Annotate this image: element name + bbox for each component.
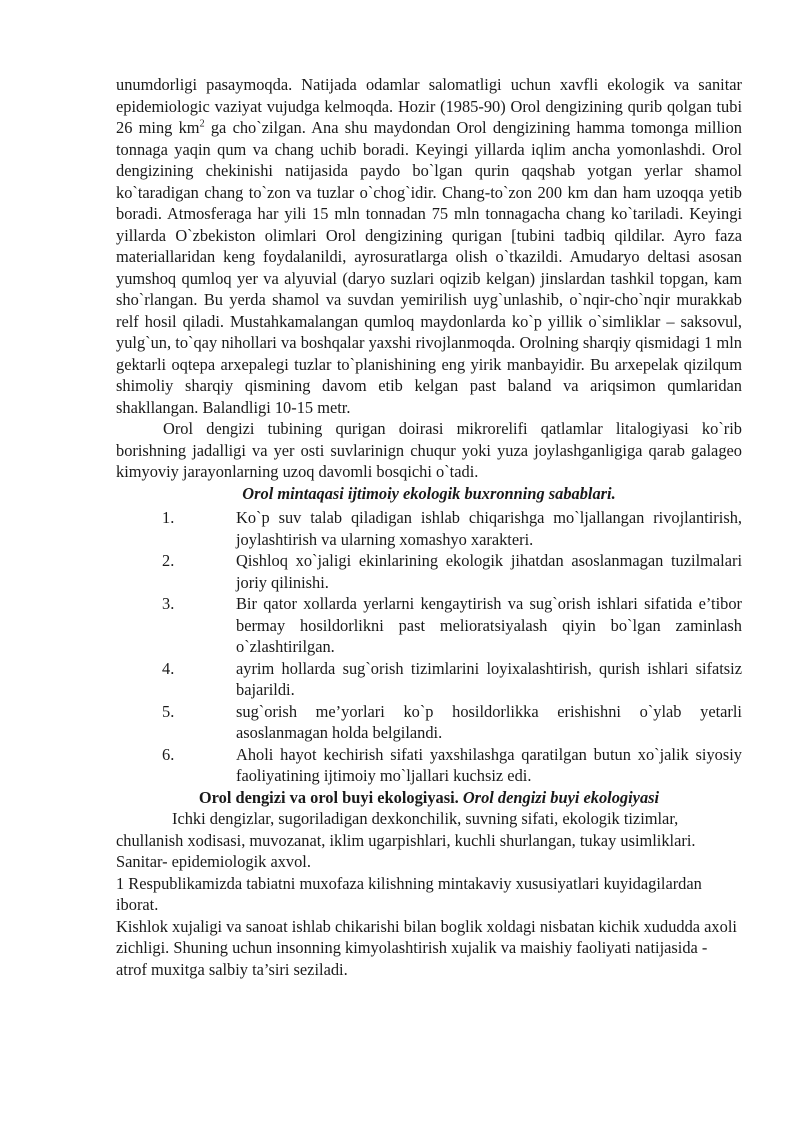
list-item-number: 6. [162,744,175,764]
causes-list [116,507,742,787]
list-item [116,593,742,658]
list-item [116,507,742,550]
paragraph-aral-dust [116,74,742,418]
paragraph-aral-dust-part2: ga cho`zilgan. Ana shu maydondan Orol dengizining hamma tomonga million tonnaga yaqin qum va chang uchib boradi. Keyingi yillarda iqlim ancha yomonlashdi. Orol dengizining chekinishi natijasida paydo bo`lgan qurin qaqshab yotgan yerlar shamol ko`taradigan chang to`zon va tuzlar o`chog`idir. Chang-to`zon 200 km dan ham uzoqqa yetib boradi. Atmosferaga har yili 15 mln tonnadan 75 mln tonnagacha chang ko`tariladi. Keyingi yillarda O`zbekiston olimlari Orol dengizining qurigan [tubini tadbiq qildilar. Ayro faza materiallaridan keng foydalanildi, ayrosuratlarga olish o`tkazildi. Amudaryo deltasi asosan yumshoq qumloq yer va alyuvial (daryo suzlari oqizib kelgan) jinslardan tashkil topgan, kam sho`rlangan. Bu yerda shamol va suvdan yemirilish uyg`unlashib, o`nqir-cho`nqir murakkab relf hosil qiladi. Mustahkamalangan qumloq maydonlarda ko`p yillik o`simliklar – saksovul, yulg`un, to`qay nihollari va boshqalar yaxshi rivojlanmoqda. Orolning sharqiy qismidagi 1 mln gektarli oqtepa arxepalegi tuzlar to`planishining eng yirik manbayidir. Bu arxepelak qizilqum shimoliy sharqiy qismining davom etib kelgan past baland va ariqsimon qumlaridan shakllangan. Balandligi 10-15 metr. [116,118,742,417]
list-item [116,701,742,744]
paragraph-seabed-processes: Orol dengizi tubining qurigan doirasi mikrorelifi qatlamlar litalogiyasi ko`rib borishning jadalligi va yer osti suvlarinign chuqur yoki yuza joylashganligiga qarab galageo kimyoviy jarayonlarning uzoq davomli bosqichi o`tadi. [116,419,742,481]
list-item-text: Aholi hayot kechirish sifati yaxshilashga qaratilgan butun xo`jalik siyosiy faoliyatining ijtimoiy mo`ljallari kuchsiz edi. [236,744,742,785]
list-item [116,550,742,593]
list-item-number: 2. [162,551,175,570]
list-item-text: Ko`p suv talab qiladigan ishlab chiqarishga mo`ljallangan rivojlantirish, joylashtirish va ularning xomashyo xarakteri. [236,508,742,549]
list-item-text: Qishloq xo`jaligi ekinlarining ekologik jihatdan asoslanmagan tuzilmalari joriy qilinishi. [236,551,742,592]
list-item-number: 3. [162,594,175,613]
list-item-text: ayrim hollarda sug`orish tizimlarini loyixalashtirish, qurish ishlari sifatsiz bajarildi. [236,658,742,699]
list-item-number: 1. [162,508,175,527]
list-item-number: 4. [162,658,175,678]
paragraph-population-density: Kishlok xujaligi va sanoat ishlab chikarishi bilan boglik xoldagi nisbatan kichik xududda axoli zichligi. Shuning uchun insonning kimyolashtirish xujalik va maishiy faoliyati natijasida - atrof muxitga salbiy ta’siri seziladi. [116,916,737,979]
paragraph-keywords: Ichki dengizlar, sugoriladigan dexkonchilik, suvning sifati, ekologik tizimlar, chullanish xodisasi, muvozanat, iklim ugarpishlari, kuchli shurlangan, tukay usimliklari. Sanitar- epidemiologik axvol. [116,809,696,871]
list-item-text: sug`orish me’yorlari ko`p hosildorlikka erishishni o`ylab yetarli asoslanmagan holda belgilandi. [236,701,742,742]
paragraph-aral-dust-part1: unumdorligi pasaymoqda. Natijada odamlar salomatligi uchun xavfli ekologik va sanitar epidemiologic vaziyat vujudga kelmoqda. Hozir (1985-90) Orol dengizining qurib qolgan tubi 26 ming km [116,75,742,137]
section-heading-ecology-italic: Orol dengizi buyi ekologiyasi [458,787,660,807]
list-item-number: 5. [162,701,175,721]
list-item-text: Bir qator xollarda yerlarni kengaytirish va sug`orish ishlari sifatida e’tibor bermay hosildorlikni past melioratsiyalash qiyin bo`lgan zaminlash o`zlashtirilgan. [236,594,742,656]
section-heading-causes: Orol mintaqasi ijtimoiy ekologik buxronning sabablari. [242,483,616,503]
paragraph-regional-features: 1 Respublikamizda tabiatni muxofaza kilishning mintakaviy xususiyatlari kuyidagilardan iborat. [116,873,702,914]
superscript-km2: 2 [199,118,205,130]
list-item [116,658,742,701]
section-heading-ecology [116,787,742,809]
section-heading-ecology-bold: Orol dengizi va orol buyi ekologiyasi. [198,787,459,807]
document-page [116,74,742,980]
list-item [116,744,742,787]
